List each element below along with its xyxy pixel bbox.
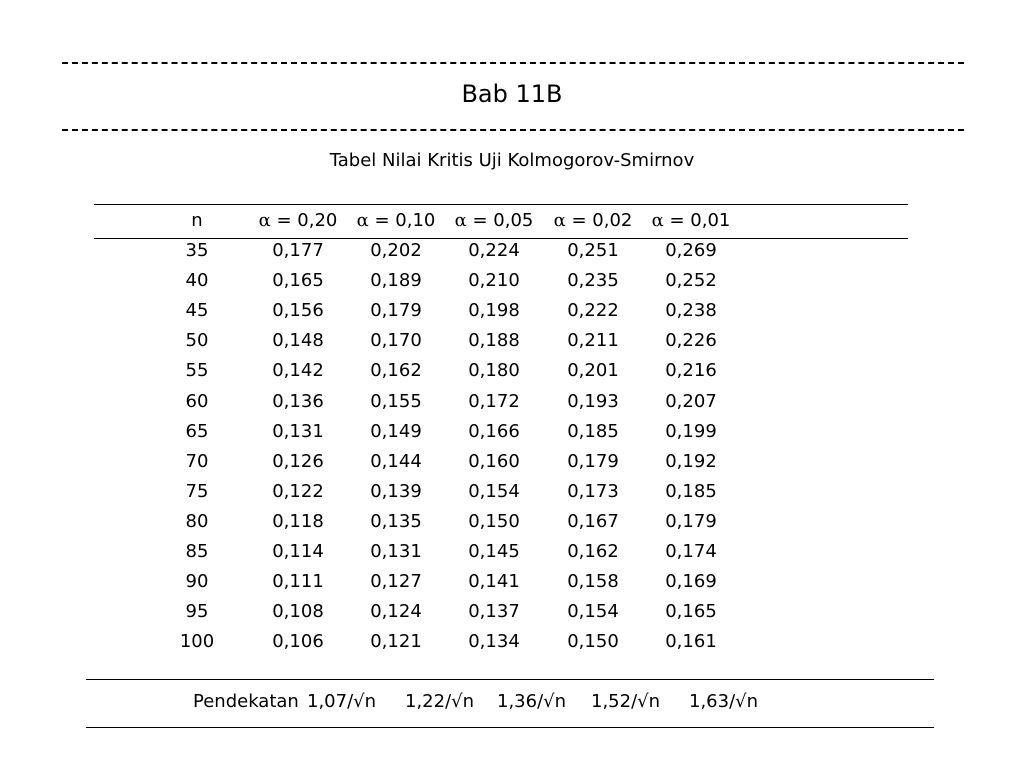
critical-value-cell: 0,122	[272, 480, 324, 502]
critical-value-cell: 0,226	[665, 330, 717, 352]
critical-value-cell: 0,136	[272, 390, 324, 412]
critical-value-cell: 0,235	[567, 270, 619, 292]
critical-value-cell: 0,131	[370, 541, 422, 562]
critical-value-cell: 0,252	[665, 270, 717, 292]
row-n-value: 75	[185, 480, 209, 502]
approximation-label: Pendekatan	[193, 691, 299, 712]
critical-value-cell: 0,118	[272, 510, 324, 532]
critical-value-cell: 0,127	[370, 571, 422, 593]
critical-value-cell: 0,114	[272, 541, 324, 562]
critical-value-cell: 0,224	[468, 240, 520, 261]
critical-value-cell: 0,185	[665, 480, 717, 502]
column-header	[636, 210, 746, 232]
critical-value-cell: 0,156	[272, 300, 324, 322]
critical-value-cell: 0,145	[468, 541, 520, 562]
critical-value-cell: 0,192	[665, 450, 717, 472]
critical-value-cell: 0,222	[567, 300, 619, 322]
critical-value-cell: 0,180	[468, 360, 520, 382]
table-title: Tabel Nilai Kritis Uji Kolmogorov-Smirnov	[329, 150, 695, 171]
alpha-symbol: α	[553, 210, 566, 231]
critical-value-cell: 0,155	[370, 390, 422, 412]
critical-value-cell: 0,269	[665, 240, 717, 261]
dashed-divider-top	[62, 62, 964, 64]
critical-value-cell: 0,201	[567, 360, 619, 382]
approximation-value: 1,07/√n	[307, 691, 377, 712]
critical-value-cell: 0,172	[468, 390, 520, 412]
critical-value-cell: 0,131	[272, 420, 324, 442]
critical-value-cell: 0,179	[567, 450, 619, 472]
approximation-value: 1,52/√n	[591, 691, 661, 712]
column-header-label: = 0,01	[663, 210, 731, 231]
row-n-value: 45	[185, 300, 209, 322]
critical-value-cell: 0,134	[468, 631, 520, 653]
critical-value-cell: 0,124	[370, 601, 422, 623]
column-header	[341, 210, 451, 232]
critical-value-cell: 0,199	[665, 420, 717, 442]
column-header	[142, 210, 252, 232]
critical-value-cell: 0,142	[272, 360, 324, 382]
column-header-label: = 0,02	[565, 210, 633, 231]
critical-value-cell: 0,198	[468, 300, 520, 322]
row-n-value: 70	[185, 450, 209, 472]
critical-value-cell: 0,188	[468, 330, 520, 352]
critical-value-cell: 0,137	[468, 601, 520, 623]
alpha-symbol: α	[258, 210, 271, 231]
critical-value-cell: 0,173	[567, 480, 619, 502]
critical-value-cell: 0,174	[665, 541, 717, 562]
critical-value-cell: 0,170	[370, 330, 422, 352]
row-n-value: 100	[179, 631, 215, 653]
critical-value-cell: 0,160	[468, 450, 520, 472]
critical-value-cell: 0,150	[468, 510, 520, 532]
critical-value-cell: 0,167	[567, 510, 619, 532]
critical-value-cell: 0,169	[665, 571, 717, 593]
column-header-label: = 0,05	[466, 210, 534, 231]
approximation-top-rule	[86, 679, 934, 680]
alpha-symbol: α	[454, 210, 467, 231]
row-n-value: 95	[185, 601, 209, 623]
row-n-value: 60	[185, 390, 209, 412]
row-n-value: 55	[185, 360, 209, 382]
critical-value-cell: 0,165	[665, 601, 717, 623]
critical-value-cell: 0,179	[370, 300, 422, 322]
critical-value-cell: 0,154	[468, 480, 520, 502]
critical-value-cell: 0,158	[567, 571, 619, 593]
approximation-value: 1,63/√n	[689, 691, 759, 712]
critical-value-cell: 0,193	[567, 390, 619, 412]
alpha-symbol: α	[356, 210, 369, 231]
row-n-value: 65	[185, 420, 209, 442]
critical-value-cell: 0,165	[272, 270, 324, 292]
column-header	[538, 210, 648, 232]
critical-value-cell: 0,207	[665, 390, 717, 412]
column-header-label: n	[191, 210, 203, 231]
row-n-value: 80	[185, 510, 209, 532]
critical-value-cell: 0,135	[370, 510, 422, 532]
row-n-value: 50	[185, 330, 209, 352]
chapter-title: Bab 11B	[461, 80, 563, 108]
critical-value-cell: 0,177	[272, 240, 324, 261]
row-n-value: 85	[185, 541, 209, 562]
table-top-rule	[94, 204, 908, 205]
critical-value-cell: 0,154	[567, 601, 619, 623]
critical-value-cell: 0,161	[665, 631, 717, 653]
dashed-divider-bottom	[62, 129, 964, 131]
critical-value-cell: 0,139	[370, 480, 422, 502]
critical-value-cell: 0,210	[468, 270, 520, 292]
critical-value-cell: 0,179	[665, 510, 717, 532]
critical-value-cell: 0,150	[567, 631, 619, 653]
critical-value-cell: 0,111	[272, 571, 324, 593]
critical-value-cell: 0,141	[468, 571, 520, 593]
critical-value-cell: 0,149	[370, 420, 422, 442]
column-header-label: = 0,10	[368, 210, 436, 231]
critical-value-cell: 0,162	[370, 360, 422, 382]
critical-value-cell: 0,106	[272, 631, 324, 653]
row-n-value: 35	[185, 240, 209, 261]
critical-value-cell: 0,202	[370, 240, 422, 261]
critical-value-cell: 0,126	[272, 450, 324, 472]
approximation-bottom-rule	[86, 727, 934, 728]
critical-value-cell: 0,166	[468, 420, 520, 442]
critical-value-cell: 0,121	[370, 631, 422, 653]
table-header-rule	[94, 238, 908, 239]
critical-value-cell: 0,251	[567, 240, 619, 261]
column-header	[439, 210, 549, 232]
approximation-value: 1,22/√n	[405, 691, 475, 712]
column-header-label: = 0,20	[270, 210, 338, 231]
row-n-value: 90	[185, 571, 209, 593]
column-header	[243, 210, 353, 232]
critical-value-cell: 0,238	[665, 300, 717, 322]
critical-value-cell: 0,144	[370, 450, 422, 472]
row-n-value: 40	[185, 270, 209, 292]
alpha-symbol: α	[651, 210, 664, 231]
critical-value-cell: 0,189	[370, 270, 422, 292]
critical-value-cell: 0,108	[272, 601, 324, 623]
critical-value-cell: 0,162	[567, 541, 619, 562]
approximation-value: 1,36/√n	[497, 691, 567, 712]
critical-value-cell: 0,148	[272, 330, 324, 352]
critical-value-cell: 0,211	[567, 330, 619, 352]
approximation-row	[0, 690, 1024, 714]
critical-value-cell: 0,216	[665, 360, 717, 382]
critical-value-cell: 0,185	[567, 420, 619, 442]
